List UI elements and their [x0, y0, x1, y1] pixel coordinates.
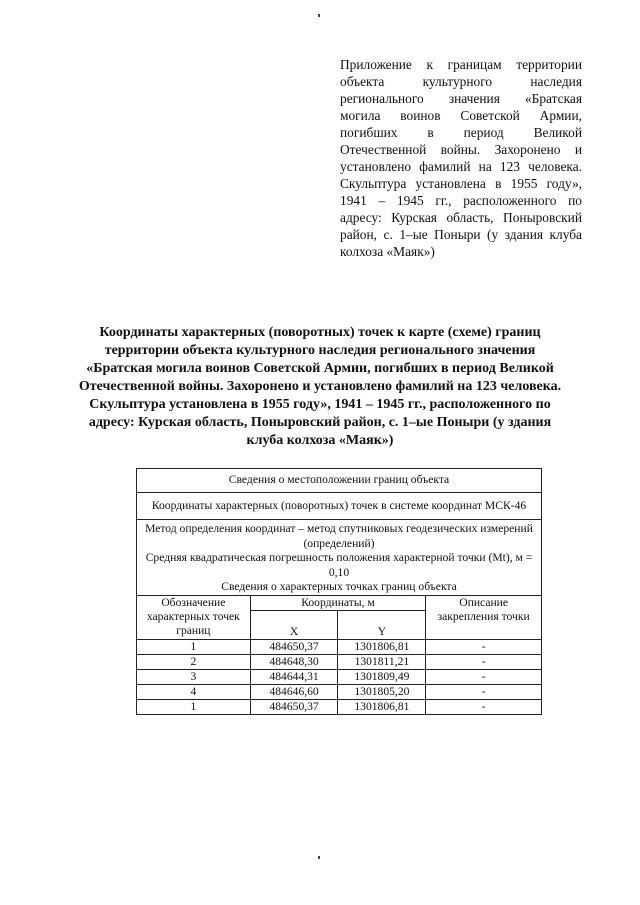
coordinates-table: [136, 468, 542, 715]
y-value: 1301806,81: [338, 639, 426, 654]
coords-header: Координаты, м: [250, 595, 426, 610]
table-row: [137, 669, 542, 684]
column-header-row: [137, 595, 542, 610]
coord-system-text: Координаты характерных (поворотных) точек в системе координат МСК-46: [137, 493, 542, 520]
point-id: 1: [137, 699, 251, 714]
y-value: 1301805,20: [338, 684, 426, 699]
x-value: 484650,37: [250, 639, 338, 654]
method-text: Метод определения координат – метод спутниковых геодезических измерений (определений): [145, 522, 533, 550]
y-value: 1301811,21: [338, 654, 426, 669]
table-row: [137, 654, 542, 669]
location-header: Сведения о местоположении границ объекта: [137, 469, 542, 493]
table-row: [137, 639, 542, 654]
method-row: [137, 520, 542, 596]
point-id: 1: [137, 639, 251, 654]
y-value: 1301806,81: [338, 699, 426, 714]
point-description: -: [426, 654, 542, 669]
method-block: [137, 520, 542, 596]
y-header: Y: [338, 610, 426, 639]
point-description: -: [426, 684, 542, 699]
x-header: X: [250, 610, 338, 639]
x-value: 484650,37: [250, 699, 338, 714]
designation-header: Обозначение характерных точек границ: [137, 595, 251, 639]
location-header-row: [137, 469, 542, 493]
x-value: 484646,60: [250, 684, 338, 699]
x-value: 484644,31: [250, 669, 338, 684]
scan-mark: [318, 856, 320, 859]
scan-mark: [318, 14, 320, 17]
points-header: Сведения о характерных точках границ объекта: [221, 580, 457, 593]
accuracy-text: Средняя квадратическая погрешность положения характерной точки (Mt), м = 0,10: [145, 551, 533, 579]
document-title: Координаты характерных (поворотных) точек к карте (схеме) границ территории объекта культурного наследия регионального значения «Братская могила воинов Советской Армии, погибших в период Великой Отечественной войны. Захоронено и установлено фамилий на 123 человека. Скульптура установлена в 1955 году», 1941 – 1945 гг., расположенного по адресу: Курская область, Поныровский район, с. 1–ые Поныри (у здания клуба колхоза «Маяк»): [78, 325, 562, 448]
description-header: Описание закрепления точки: [426, 595, 542, 639]
point-id: 2: [137, 654, 251, 669]
appendix-note: Приложение к границам территории объекта культурного наследия регионального значения «Братская могила воинов Советской Армии, погибших в период Великой Отечественной войны. Захоронено и установлено фамилий на 123 человека. Скульптура установлена в 1955 году», 1941 – 1945 гг., расположенного по адресу: Курская область, Поныровский район, с. 1–ые Поныри (у здания клуба колхоза «Маяк»): [340, 57, 582, 259]
point-description: -: [426, 669, 542, 684]
table-row: [137, 699, 542, 714]
point-description: -: [426, 639, 542, 654]
point-description: -: [426, 699, 542, 714]
coord-system-row: [137, 493, 542, 520]
table-row: [137, 684, 542, 699]
point-id: 4: [137, 684, 251, 699]
y-value: 1301809,49: [338, 669, 426, 684]
x-value: 484648,30: [250, 654, 338, 669]
point-id: 3: [137, 669, 251, 684]
